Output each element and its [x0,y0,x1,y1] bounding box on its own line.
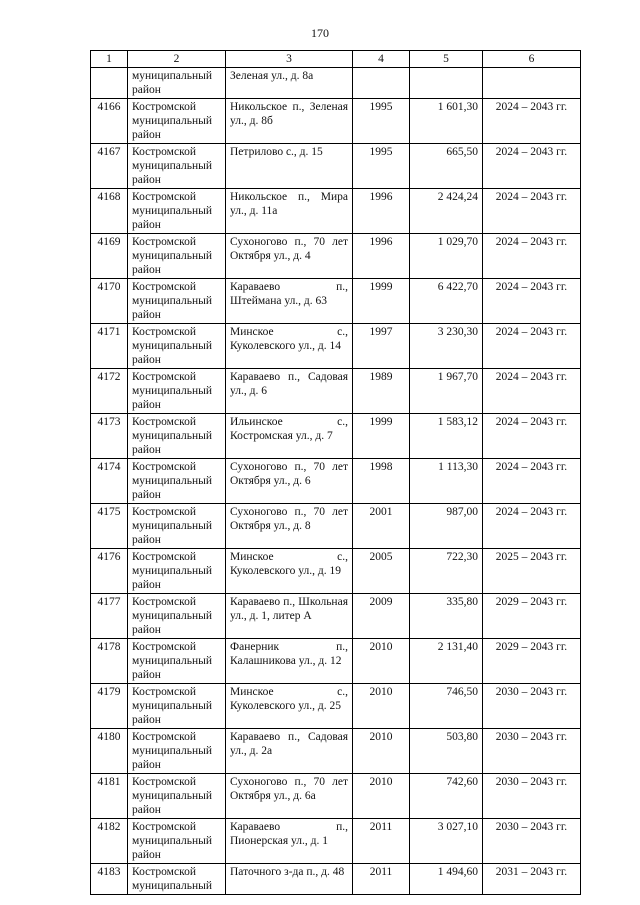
cell-period: 2024 – 2043 гг. [483,504,581,549]
table-row [91,549,581,594]
cell-year: 2011 [353,819,410,864]
continuation-row [91,68,581,99]
cell-year: 2010 [353,729,410,774]
cell-year: 1995 [353,99,410,144]
cell-number: 4183 [91,864,128,895]
cell-district: муниципальный район [128,68,226,99]
cell-address: Караваево п., Садовая ул., д. 6 [226,369,353,414]
cell-district: Костромской муниципальный район [128,189,226,234]
cell-period: 2025 – 2043 гг. [483,549,581,594]
table-row [91,414,581,459]
cell-year: 1995 [353,144,410,189]
cell-year: 2010 [353,774,410,819]
cell-number: 4170 [91,279,128,324]
cell-number: 4181 [91,774,128,819]
cell-district: Костромской муниципальный район [128,594,226,639]
cell-number: 4173 [91,414,128,459]
cell-address: Зеленая ул., д. 8а [226,68,353,99]
table-row [91,504,581,549]
cell-area: 3 027,10 [410,819,483,864]
cell-period: 2030 – 2043 гг. [483,774,581,819]
cell-address: Никольское п., Зеленая ул., д. 8б [226,99,353,144]
cell-address: Минское с., Куколевского ул., д. 19 [226,549,353,594]
cell-district: Костромской муниципальный район [128,279,226,324]
table-row [91,459,581,504]
cell-district: Костромской муниципальный район [128,144,226,189]
cell-year: 2011 [353,864,410,895]
cell-number: 4175 [91,504,128,549]
cell-address: Паточного з-да п., д. 48 [226,864,353,895]
table-row [91,774,581,819]
cell-period: 2024 – 2043 гг. [483,279,581,324]
column-number-2: 2 [128,51,226,68]
cell-period: 2030 – 2043 гг. [483,729,581,774]
cell-area: 1 583,12 [410,414,483,459]
cell-address: Минское с., Куколевского ул., д. 14 [226,324,353,369]
cell-area: 987,00 [410,504,483,549]
cell-year: 1999 [353,279,410,324]
cell-period: 2030 – 2043 гг. [483,819,581,864]
cell-address: Караваево п., Садовая ул., д. 2а [226,729,353,774]
column-number-1: 1 [91,51,128,68]
cell-district: Костромской муниципальный район [128,369,226,414]
cell-district: Костромской муниципальный район [128,459,226,504]
table-row [91,324,581,369]
cell-number [91,68,128,99]
column-number-5: 5 [410,51,483,68]
cell-period: 2029 – 2043 гг. [483,594,581,639]
cell-year: 1997 [353,324,410,369]
cell-address: Сухоногово п., 70 лет Октября ул., д. 6 [226,459,353,504]
cell-area: 1 494,60 [410,864,483,895]
cell-area: 6 422,70 [410,279,483,324]
cell-district: Костромской муниципальный район [128,549,226,594]
table-row [91,234,581,279]
cell-year: 2009 [353,594,410,639]
cell-period: 2029 – 2043 гг. [483,639,581,684]
cell-year: 2010 [353,684,410,729]
cell-district: Костромской муниципальный [128,864,226,895]
cell-year: 1996 [353,189,410,234]
cell-area: 665,50 [410,144,483,189]
column-number-3: 3 [226,51,353,68]
cell-area: 1 601,30 [410,99,483,144]
cell-address: Никольское п., Мира ул., д. 11а [226,189,353,234]
cell-period: 2024 – 2043 гг. [483,234,581,279]
cell-number: 4174 [91,459,128,504]
cell-year: 1998 [353,459,410,504]
cell-district: Костромской муниципальный район [128,774,226,819]
cell-area: 2 131,40 [410,639,483,684]
cell-period: 2024 – 2043 гг. [483,144,581,189]
cell-area: 746,50 [410,684,483,729]
cell-period: 2024 – 2043 гг. [483,99,581,144]
cell-area: 722,30 [410,549,483,594]
table-row [91,99,581,144]
cell-address: Сухоногово п., 70 лет Октября ул., д. 8 [226,504,353,549]
cell-number: 4177 [91,594,128,639]
cell-district: Костромской муниципальный район [128,819,226,864]
cell-year: 2001 [353,504,410,549]
cell-period: 2024 – 2043 гг. [483,459,581,504]
cell-area: 503,80 [410,729,483,774]
cell-district: Костромской муниципальный район [128,324,226,369]
cell-period: 2030 – 2043 гг. [483,684,581,729]
cell-year: 1999 [353,414,410,459]
cell-area: 742,60 [410,774,483,819]
cell-address: Караваево п., Пионерская ул., д. 1 [226,819,353,864]
housing-register-table [90,50,581,895]
cell-district: Костромской муниципальный район [128,504,226,549]
table-row [91,639,581,684]
cell-address: Минское с., Куколевского ул., д. 25 [226,684,353,729]
cell-area: 2 424,24 [410,189,483,234]
cell-area: 3 230,30 [410,324,483,369]
cell-number: 4172 [91,369,128,414]
cell-area: 1 029,70 [410,234,483,279]
table-row [91,369,581,414]
cell-number: 4176 [91,549,128,594]
cell-address: Сухоногово п., 70 лет Октября ул., д. 6а [226,774,353,819]
table-row [91,279,581,324]
cell-number: 4179 [91,684,128,729]
cell-period: 2031 – 2043 гг. [483,864,581,895]
cell-period: 2024 – 2043 гг. [483,369,581,414]
table-row [91,729,581,774]
cell-address: Караваево п., Штеймана ул., д. 63 [226,279,353,324]
column-number-6: 6 [483,51,581,68]
cell-address: Петрилово с., д. 15 [226,144,353,189]
cell-address: Ильинское с., Костромская ул., д. 7 [226,414,353,459]
cell-number: 4180 [91,729,128,774]
cell-year: 1989 [353,369,410,414]
table-row [91,594,581,639]
cell-district: Костромской муниципальный район [128,99,226,144]
cell-number: 4168 [91,189,128,234]
cell-address: Фанерник п., Калашникова ул., д. 12 [226,639,353,684]
cell-district: Костромской муниципальный район [128,729,226,774]
cell-year: 1996 [353,234,410,279]
cell-area: 1 113,30 [410,459,483,504]
cell-number: 4178 [91,639,128,684]
column-number-row [91,51,581,68]
cell-period: 2024 – 2043 гг. [483,414,581,459]
cell-period: 2024 – 2043 гг. [483,324,581,369]
cell-district: Костромской муниципальный район [128,639,226,684]
cell-number: 4169 [91,234,128,279]
table-row [91,144,581,189]
cell-address: Караваево п., Школьная ул., д. 1, литер А [226,594,353,639]
cell-area [410,68,483,99]
table-row [91,819,581,864]
cell-number: 4166 [91,99,128,144]
cell-number: 4182 [91,819,128,864]
table-row [91,684,581,729]
column-number-4: 4 [353,51,410,68]
cell-number: 4167 [91,144,128,189]
cell-year [353,68,410,99]
cell-district: Костромской муниципальный район [128,234,226,279]
cell-year: 2005 [353,549,410,594]
cell-area: 335,80 [410,594,483,639]
cell-district: Костромской муниципальный район [128,414,226,459]
cell-year: 2010 [353,639,410,684]
cell-period [483,68,581,99]
cell-address: Сухоногово п., 70 лет Октября ул., д. 4 [226,234,353,279]
table-row [91,189,581,234]
cell-district: Костромской муниципальный район [128,684,226,729]
page-number: 170 [311,26,329,40]
cell-area: 1 967,70 [410,369,483,414]
cell-number: 4171 [91,324,128,369]
table-row [91,864,581,895]
cell-period: 2024 – 2043 гг. [483,189,581,234]
